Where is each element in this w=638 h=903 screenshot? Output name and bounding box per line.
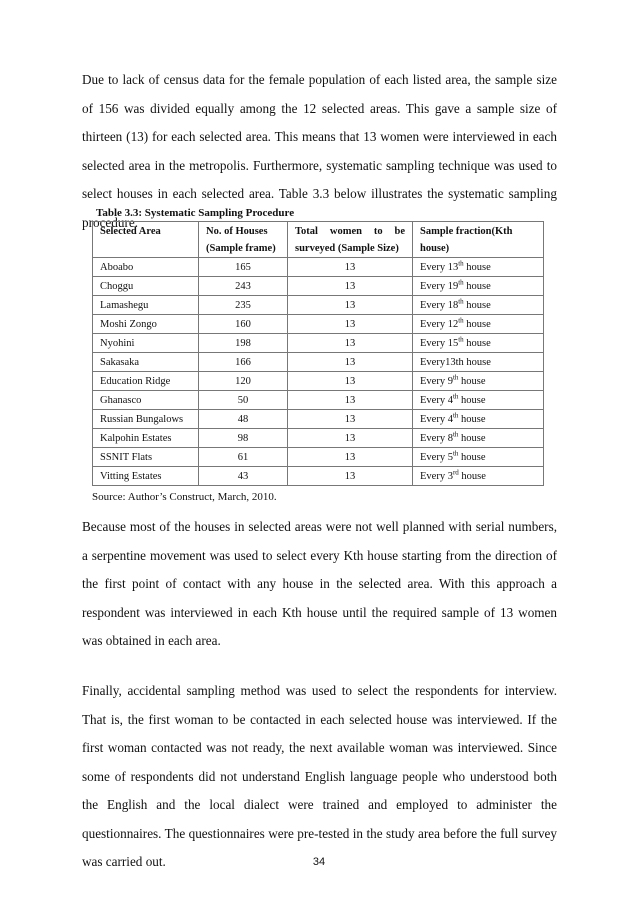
table-row	[93, 372, 544, 391]
table-cell: 235	[199, 296, 288, 315]
table-row	[93, 410, 544, 429]
fraction-text: Every 13	[420, 261, 459, 273]
table-cell: 13	[288, 429, 413, 448]
table-caption: Table 3.3: Systematic Sampling Procedure	[96, 207, 295, 219]
ordinal-suffix: th	[452, 430, 459, 438]
header-cell: No. of Houses (Sample frame)	[199, 222, 288, 258]
sample-fraction-cell	[413, 372, 544, 391]
table-cell: SSNIT Flats	[93, 448, 199, 467]
header-cell: Selected Area	[93, 222, 199, 258]
fraction-text: Every13th house	[420, 356, 491, 368]
sample-fraction-cell	[413, 334, 544, 353]
sample-fraction-cell	[413, 296, 544, 315]
fraction-house: house	[458, 413, 486, 425]
fraction-text: Every 18	[420, 299, 459, 311]
table-row	[93, 315, 544, 334]
table-row	[93, 429, 544, 448]
ordinal-suffix: th	[458, 335, 464, 343]
table-cell: 13	[288, 315, 413, 334]
table-cell: 198	[199, 334, 288, 353]
header-cell: Total women to be surveyed (Sample Size)	[288, 222, 413, 258]
fraction-text: Every 9	[420, 375, 453, 387]
fraction-house: house	[463, 318, 491, 330]
sample-fraction-cell	[413, 429, 544, 448]
table-cell: 243	[199, 277, 288, 296]
table-cell: 13	[288, 448, 413, 467]
table-row	[93, 334, 544, 353]
fraction-house: house	[458, 375, 486, 387]
paragraph-2: Because most of the houses in selected areas were not well planned with serial numbers, a serpentine movement was used to select every Kth house starting from the direction of the first point of contact with any house in the selected area. With this approach a respondent was interviewed in each Kth house until the required sample of 13 women was obtained in each area.	[82, 519, 557, 648]
table-cell: Russian Bungalows	[93, 410, 199, 429]
fraction-house: house	[463, 261, 491, 273]
ordinal-suffix: th	[452, 411, 459, 419]
table-source: Source: Author’s Construct, March, 2010.	[92, 491, 277, 503]
table-row	[93, 296, 544, 315]
table-cell: Ghanasco	[93, 391, 199, 410]
ordinal-suffix: th	[452, 373, 459, 381]
paragraph-3: Finally, accidental sampling method was used to select the respondents for interview. That is, the first woman to be contacted in each selected house was interviewed. If the first woman contacted was not ready, the next available woman was interviewed. Since some of respondents did not understand English language people who understood both the English and the local dialect were trained and employed to administer the questionnaires. The questionnaires were pre-tested in the study area before the full survey was carried out.	[82, 683, 557, 869]
fraction-text: Every 8	[420, 432, 453, 444]
header-cell: Sample fraction(Kth house)	[413, 222, 544, 258]
sample-fraction-cell	[413, 448, 544, 467]
table-cell: 13	[288, 296, 413, 315]
table-cell: Aboabo	[93, 258, 199, 277]
table-cell: 13	[288, 277, 413, 296]
sample-fraction-cell	[413, 410, 544, 429]
table-cell: 13	[288, 258, 413, 277]
table-row	[93, 277, 544, 296]
fraction-house: house	[463, 337, 491, 349]
table-cell: Choggu	[93, 277, 199, 296]
sampling-table	[92, 221, 544, 486]
table-cell: 166	[199, 353, 288, 372]
fraction-text: Every 5	[420, 451, 453, 463]
table-cell: 13	[288, 467, 413, 486]
table-cell: Kalpohin Estates	[93, 429, 199, 448]
fraction-house: house	[463, 280, 491, 292]
table-row	[93, 448, 544, 467]
table-cell: 50	[199, 391, 288, 410]
sample-fraction-cell	[413, 258, 544, 277]
table-cell: Sakasaka	[93, 353, 199, 372]
page-number: 34	[312, 856, 326, 868]
ordinal-suffix: th	[452, 449, 459, 457]
ordinal-suffix: th	[458, 278, 464, 286]
table-cell: 98	[199, 429, 288, 448]
fraction-house: house	[458, 451, 486, 463]
fraction-text: Every 3	[420, 470, 453, 482]
table-cell: 13	[288, 353, 413, 372]
fraction-house: house	[458, 394, 486, 406]
table-cell: Lamashegu	[93, 296, 199, 315]
table-cell: 13	[288, 372, 413, 391]
paragraph-1: Due to lack of census data for the female population of each listed area, the sample size of 156 was divided equally among the 12 selected areas. This gave a sample size of thirteen (13) for each selected area. This means that 13 women were interviewed in each selected area in the metropolis. Furthermore, systematic sampling technique was used to select houses in each selected area. Table 3.3 below illustrates the systematic sampling procedure.	[82, 72, 557, 230]
ordinal-suffix: th	[458, 259, 464, 267]
table-cell: 48	[199, 410, 288, 429]
sample-fraction-cell	[413, 391, 544, 410]
table-cell: Nyohini	[93, 334, 199, 353]
table-cell: 160	[199, 315, 288, 334]
table-cell: Vitting Estates	[93, 467, 199, 486]
fraction-text: Every 4	[420, 413, 453, 425]
sample-fraction-cell	[413, 277, 544, 296]
table-header-row	[93, 222, 544, 258]
sample-fraction-cell	[413, 467, 544, 486]
fraction-text: Every 19	[420, 280, 459, 292]
table-row	[93, 467, 544, 486]
table-cell: 13	[288, 410, 413, 429]
ordinal-suffix: rd	[452, 468, 459, 476]
table-cell: 13	[288, 334, 413, 353]
fraction-text: Every 15	[420, 337, 459, 349]
table-row	[93, 258, 544, 277]
fraction-house: house	[463, 299, 491, 311]
fraction-house: house	[458, 432, 486, 444]
table-cell: 120	[199, 372, 288, 391]
table-cell: 13	[288, 391, 413, 410]
table-cell: 43	[199, 467, 288, 486]
sample-fraction-cell	[413, 353, 544, 372]
table-row	[93, 353, 544, 372]
table-cell: Education Ridge	[93, 372, 199, 391]
ordinal-suffix: th	[452, 392, 459, 400]
ordinal-suffix: th	[458, 316, 464, 324]
fraction-text: Every 12	[420, 318, 459, 330]
table-cell: Moshi Zongo	[93, 315, 199, 334]
table-cell: 165	[199, 258, 288, 277]
table-cell: 61	[199, 448, 288, 467]
fraction-text: Every 4	[420, 394, 453, 406]
fraction-house: house	[458, 470, 486, 482]
sample-fraction-cell	[413, 315, 544, 334]
ordinal-suffix: th	[458, 297, 464, 305]
table-row	[93, 391, 544, 410]
